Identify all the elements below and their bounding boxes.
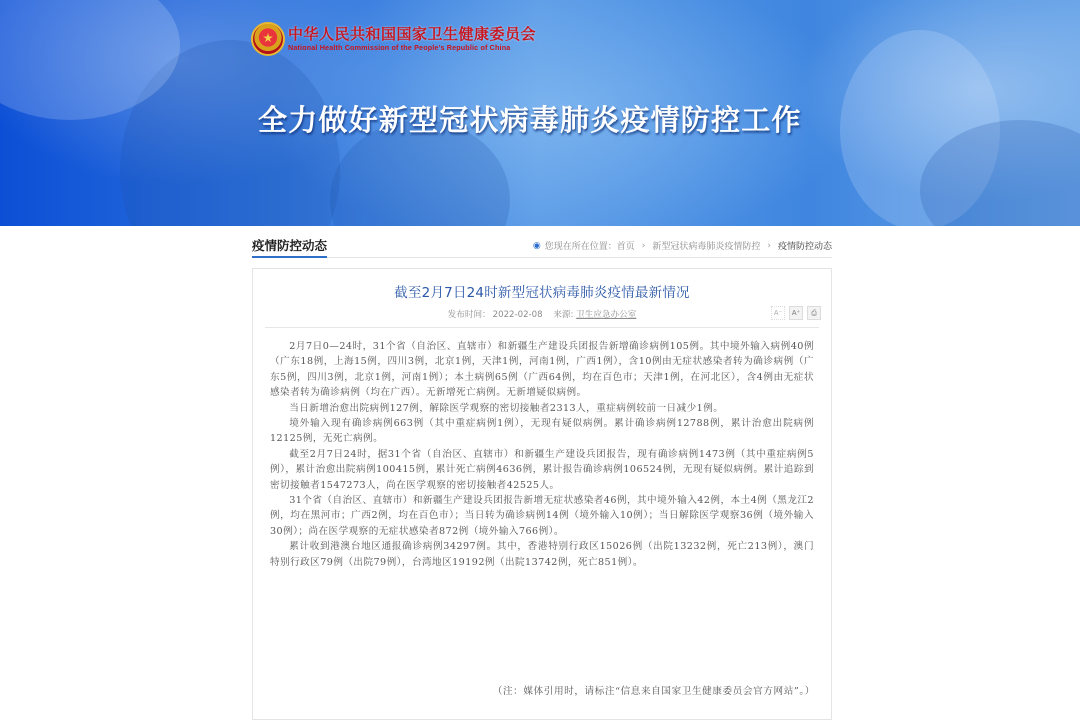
breadcrumb-separator-icon: ›: [767, 240, 771, 251]
breadcrumb-current-link[interactable]: 疫情防控动态: [777, 242, 832, 252]
font-increase-button[interactable]: A⁺: [789, 306, 803, 320]
banner-headline: 全力做好新型冠状病毒肺炎疫情防控工作: [258, 103, 802, 137]
site-logo[interactable]: [251, 22, 536, 56]
article-body: [270, 339, 814, 570]
breadcrumb-home-link[interactable]: 首页: [616, 242, 635, 252]
breadcrumb-prefix: 您现在所在位置：: [544, 242, 617, 252]
publish-date: 2022-02-08: [492, 310, 543, 320]
section-title: 疫情防控动态: [252, 238, 327, 258]
org-name-en: National Health Commission of the People’s Republic of China: [288, 43, 511, 52]
section-header: [252, 234, 832, 258]
source-value: 卫生应急办公室: [576, 310, 637, 320]
paragraph-cumulative: 截至2月7日24时，据31个省（自治区、直辖市）和新疆生产建设兵团报告，现有确诊病例1473例（其中重症病例5例），累计治愈出院病例100415例，累计死亡病例4636例，累计报告确诊病例106524例，无现有疑似病例。累计追踪到密切接触者1547273人，尚在医学观察的密切接触者42525人。: [270, 448, 814, 491]
font-decrease-button[interactable]: A⁻: [771, 306, 785, 320]
breadcrumb-separator-icon: ›: [641, 240, 646, 251]
citation-note: （注：媒体引用时，请标注“信息来自国家卫生健康委员会官方网站”。）: [492, 686, 815, 697]
paragraph-imported: 境外输入现有确诊病例663例（其中重症病例1例），无现有疑似病例。累计确诊病例12788例，累计治愈出院病例12125例，无死亡病例。: [270, 418, 814, 445]
breadcrumb: [533, 239, 832, 252]
source-label: 来源:: [553, 310, 574, 320]
breadcrumb-covid-prevention-link[interactable]: 新型冠状病毒肺炎疫情防控: [652, 242, 761, 252]
article-title: 截至2月7日24时新型冠状病毒肺炎疫情最新情况: [394, 285, 690, 301]
article-tools: [771, 306, 821, 320]
org-name-cn: 中华人民共和国国家卫生健康委员会: [288, 25, 537, 43]
location-pin-icon: ◉: [532, 240, 541, 251]
article-meta: [253, 308, 831, 320]
divider: [265, 327, 819, 328]
national-emblem-icon: [251, 22, 285, 56]
print-button[interactable]: ⎙: [807, 306, 821, 320]
publish-label: 发布时间：: [447, 310, 491, 320]
paragraph-hk-macao-taiwan: 累计收到港澳台地区通报确诊病例34297例。其中，香港特别行政区15026例（出院13232例，死亡213例），澳门特别行政区79例（出院79例），台湾地区19192例（出院13742例，死亡851例）。: [270, 541, 814, 568]
article-container: [252, 268, 832, 720]
paragraph-asymptomatic: 31个省（自治区、直辖市）和新疆生产建设兵团报告新增无症状感染者46例，其中境外输入42例，本土4例（黑龙江2例，均在黑河市；广西2例，均在百色市）；当日转为确诊病例14例（境外输入10例）；当日解除医学观察36例（境外输入30例）；尚在医学观察的无症状感染者872例（境外输入766例）。: [270, 495, 814, 537]
header-banner: [0, 0, 1080, 226]
paragraph-recoveries: 当日新增治愈出院病例127例，解除医学观察的密切接触者2313人，重症病例较前一日减少1例。: [289, 402, 724, 414]
paragraph-new-cases: 2月7日0—24时，31个省（自治区、直辖市）和新疆生产建设兵团报告新增确诊病例105例。其中境外输入病例40例（广东18例，上海15例，四川3例，北京1例，天津1例，河南1例，广西1例），含10例由无症状感染者转为确诊病例（广东5例，四川3例，北京1例，河南1例）；本土病例65例（广西64例，均在百色市；天津1例，在河北区），含4例由无症状感染者转为确诊病例（均在广西）。无新增死亡病例。无新增疑似病例。: [270, 341, 814, 399]
